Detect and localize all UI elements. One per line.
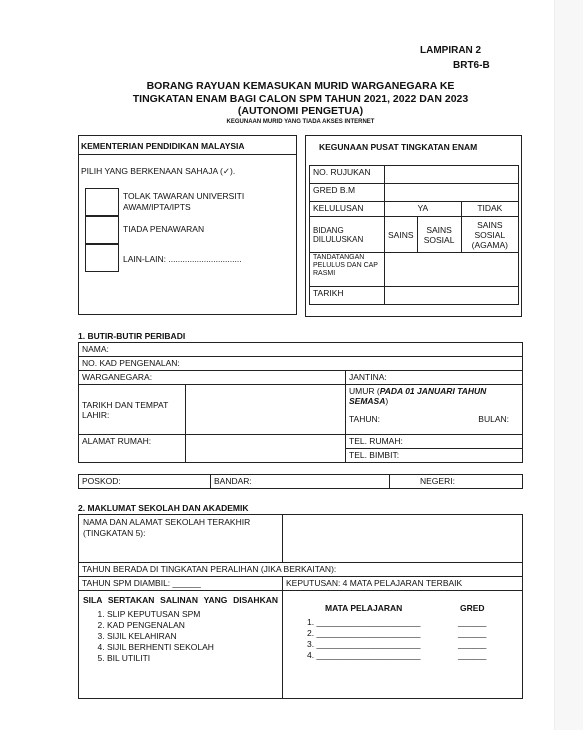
school-table bbox=[78, 514, 523, 699]
mata-pelajaran-header: MATA PELAJARAN bbox=[325, 603, 403, 613]
bandar-field[interactable]: BANDAR: bbox=[211, 475, 390, 489]
gred-lines bbox=[458, 617, 486, 661]
kelulusan-tidak[interactable]: TIDAK bbox=[461, 202, 518, 217]
option-label-lain: LAIN-LAIN: ............................... bbox=[123, 254, 242, 264]
jantina-field[interactable]: JANTINA: bbox=[346, 371, 523, 385]
lampiran-item: 1. SLIP KEPUTUSAN SPM bbox=[107, 609, 278, 620]
tarikh-lahir-label: TARIKH DAN TEMPAT LAHIR: bbox=[79, 385, 186, 435]
kpm-instruction: PILIH YANG BERKENAAN SAHAJA (✓). bbox=[81, 166, 236, 176]
kpm-box bbox=[78, 135, 297, 315]
gred-line[interactable]: ______ bbox=[458, 639, 487, 649]
sekolah-field[interactable] bbox=[283, 515, 523, 563]
subject-line[interactable]: 2. ______________________ bbox=[307, 628, 421, 638]
subject-line[interactable]: 4. ______________________ bbox=[307, 650, 421, 660]
keputusan-label: KEPUTUSAN: 4 MATA PELAJARAN TERBAIK bbox=[283, 577, 523, 591]
gred-header: GRED bbox=[460, 603, 485, 613]
pusat-heading: KEGUNAAN PUSAT TINGKATAN ENAM bbox=[319, 142, 478, 152]
tel-rumah-field[interactable]: TEL. RUMAH: bbox=[346, 435, 523, 449]
rujukan-label: NO. RUJUKAN bbox=[310, 166, 385, 184]
umur-emphasis: PADA 01 JANUARI TAHUN SEMASA bbox=[349, 386, 487, 406]
sertakan-label: SILA SERTAKAN SALINAN YANG DISAHKAN bbox=[83, 595, 278, 605]
subject-line[interactable]: 1. ______________________ bbox=[307, 617, 421, 627]
umur-label bbox=[349, 386, 519, 406]
option-label-tolak: TOLAK TAWARAN UNIVERSITI AWAM/IPTA/IPTS bbox=[123, 191, 245, 212]
address-table bbox=[78, 474, 523, 489]
gred-line[interactable]: ______ bbox=[458, 617, 487, 627]
nama-field[interactable]: NAMA: bbox=[79, 343, 523, 357]
tarikh-lahir-field[interactable] bbox=[186, 385, 346, 435]
umur-suffix: ) bbox=[385, 396, 389, 406]
lampiran-cell bbox=[79, 591, 283, 699]
gred-field[interactable] bbox=[385, 184, 519, 202]
lampiran-item: 3. SIJIL KELAHIRAN bbox=[107, 631, 278, 642]
kelulusan-ya[interactable]: YA bbox=[385, 202, 462, 217]
option-label-tiada: TIADA PENAWARAN bbox=[123, 224, 205, 234]
option-checkbox-tiada[interactable] bbox=[85, 216, 119, 244]
subject-lines bbox=[307, 617, 420, 661]
lampiran-list bbox=[83, 609, 278, 664]
kelulusan-label: KELULUSAN bbox=[310, 202, 385, 217]
kp-field[interactable]: NO. KAD PENGENALAN: bbox=[79, 357, 523, 371]
tarikh-label: TARIKH bbox=[310, 287, 385, 305]
bidang-label: BIDANG DILULUSKAN bbox=[310, 217, 385, 253]
tandatangan-field[interactable] bbox=[385, 253, 519, 287]
gred-line[interactable]: ______ bbox=[458, 650, 487, 660]
section1-title: 1. BUTIR-BUTIR PERIBADI bbox=[78, 331, 186, 341]
lampiran-label: LAMPIRAN 2 bbox=[420, 45, 482, 56]
alamat-label: ALAMAT RUMAH: bbox=[79, 435, 186, 463]
tel-bimbit-field[interactable]: TEL. BIMBIT: bbox=[346, 449, 523, 463]
subject-line[interactable]: 3. ______________________ bbox=[307, 639, 421, 649]
tarikh-field[interactable] bbox=[385, 287, 519, 305]
bidang-sains[interactable]: SAINS bbox=[385, 217, 418, 253]
gred-line[interactable]: ______ bbox=[458, 628, 487, 638]
personal-table bbox=[78, 342, 523, 463]
kpm-heading: KEMENTERIAN PENDIDIKAN MALAYSIA bbox=[81, 141, 245, 151]
form-title bbox=[78, 80, 523, 118]
title-line-3: (AUTONOMI PENGETUA) bbox=[237, 105, 364, 117]
alamat-field[interactable] bbox=[186, 435, 346, 463]
form-subtitle: KEGUNAAN MURID YANG TIADA AKSES INTERNET bbox=[226, 119, 375, 125]
poskod-field[interactable]: POSKOD: bbox=[79, 475, 211, 489]
section2-title: 2. MAKLUMAT SEKOLAH DAN AKADEMIK bbox=[78, 503, 249, 513]
bulan-label: BULAN: bbox=[478, 414, 509, 424]
peralihan-field[interactable]: TAHUN BERADA DI TINGKATAN PERALIHAN (JIKA BERKAITAN): bbox=[79, 563, 523, 577]
title-line-1: BORANG RAYUAN KEMASUKAN MURID WARGANEGARA KE bbox=[146, 80, 455, 92]
warganegara-field[interactable]: WARGANEGARA: bbox=[79, 371, 346, 385]
option-checkbox-tolak[interactable] bbox=[85, 188, 119, 216]
form-code: BRT6-B bbox=[453, 60, 490, 71]
tahun-spm-field[interactable]: TAHUN SPM DIAMBIL: ______ bbox=[79, 577, 283, 591]
title-line-2: TINGKATAN ENAM BAGI CALON SPM TAHUN 2021, 2022 DAN 2023 bbox=[132, 92, 469, 105]
sekolah-label: NAMA DAN ALAMAT SEKOLAH TERAKHIR (TINGKATAN 5): bbox=[79, 515, 283, 563]
tahun-label: TAHUN: bbox=[349, 414, 381, 424]
lampiran-item: 2. KAD PENGENALAN bbox=[107, 620, 278, 631]
option-checkbox-lain[interactable] bbox=[85, 244, 119, 272]
negeri-field[interactable]: NEGERI: bbox=[390, 475, 523, 489]
bidang-sains-sosial[interactable]: SAINS SOSIAL bbox=[417, 217, 461, 253]
umur-prefix: UMUR ( bbox=[349, 386, 380, 396]
lampiran-item: 5. BIL UTILITI bbox=[107, 653, 278, 664]
umur-field[interactable] bbox=[346, 385, 523, 435]
pusat-box bbox=[305, 135, 522, 317]
gred-label: GRED B.M bbox=[310, 184, 385, 202]
subjects-cell bbox=[283, 591, 523, 699]
bidang-sains-sosial-agama[interactable]: SAINS SOSIAL (AGAMA) bbox=[461, 217, 518, 253]
tandatangan-label: TANDATANGAN PELULUS DAN CAP RASMI bbox=[310, 253, 385, 287]
lampiran-item: 4. SIJIL BERHENTI SEKOLAH bbox=[107, 642, 278, 653]
rujukan-field[interactable] bbox=[385, 166, 519, 184]
pusat-table bbox=[309, 165, 519, 305]
page-edge bbox=[554, 0, 583, 730]
